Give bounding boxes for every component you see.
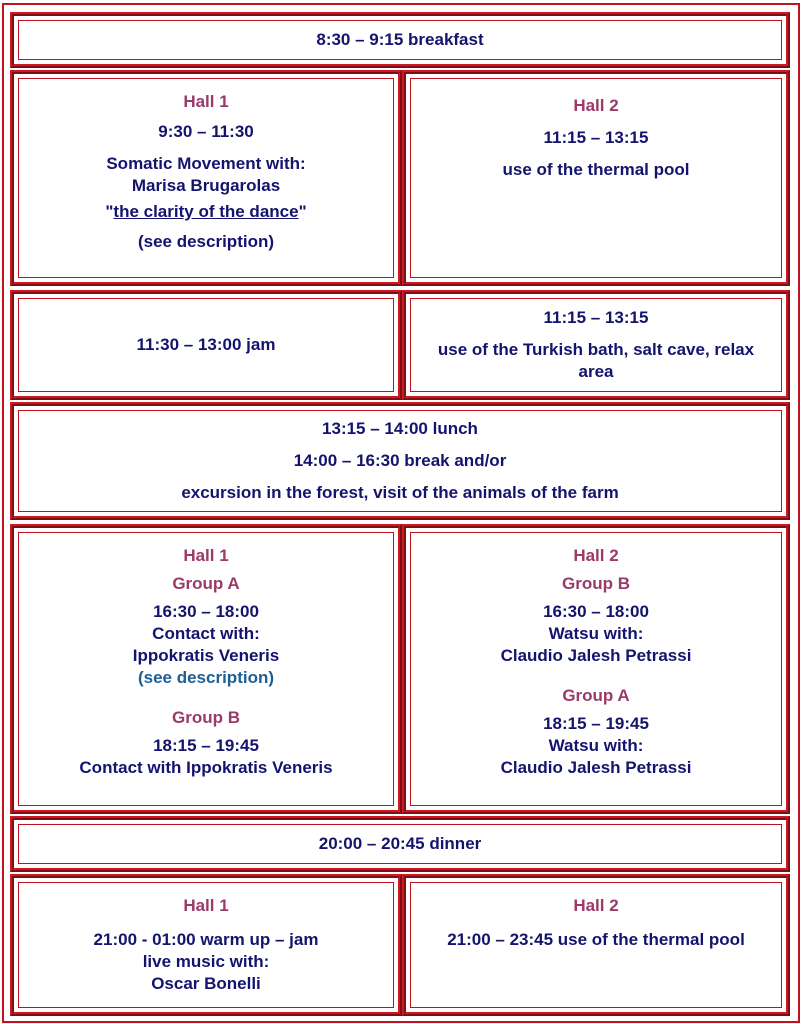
- teacher-name: Marisa Brugarolas: [131, 176, 281, 195]
- hall-label: Hall 2: [573, 96, 619, 115]
- break-text: 14:00 – 16:30 break and/or: [293, 451, 507, 470]
- teacher-name: Ippokratis Veneris: [132, 646, 280, 665]
- dinner-text: 20:00 – 20:45 dinner: [318, 834, 482, 853]
- session-title: Watsu with:: [548, 624, 644, 643]
- session-time-title: 21:00 - 01:00 warm up – jam: [93, 930, 319, 949]
- group-label: Group B: [562, 574, 630, 593]
- hall-label: Hall 1: [183, 92, 229, 111]
- session-activity: use of the Turkish bath, salt cave, relax: [437, 340, 755, 359]
- musician-name: Oscar Bonelli: [151, 974, 261, 993]
- session-time: 11:15 – 13:15: [543, 308, 649, 327]
- description-link[interactable]: (see description): [137, 668, 275, 687]
- lunch-text: 13:15 – 14:00 lunch: [322, 419, 478, 438]
- jam-cell: [10, 290, 402, 400]
- teacher-name: Claudio Jalesh Petrassi: [500, 646, 692, 665]
- session-time: 9:30 – 11:30: [158, 122, 254, 141]
- jam-text: 11:30 – 13:00 jam: [136, 335, 276, 354]
- session-activity: 21:00 – 23:45 use of the thermal pool: [447, 930, 745, 949]
- afternoon-hall2-cell: [402, 524, 790, 814]
- session-title: Contact with Ippokratis Veneris: [79, 758, 333, 777]
- breakfast-cell: [10, 12, 790, 68]
- session-subtitle: live music with:: [142, 952, 270, 971]
- session-title: Somatic Movement with:: [106, 154, 306, 173]
- breakfast-text: 8:30 – 9:15 breakfast: [316, 30, 484, 49]
- session-time: 16:30 – 18:00: [153, 602, 259, 621]
- dinner-cell: [10, 816, 790, 872]
- hall-label: Hall 2: [573, 546, 619, 565]
- teacher-name: Claudio Jalesh Petrassi: [500, 758, 692, 777]
- session-activity-cont: area: [578, 362, 614, 381]
- excursion-text: excursion in the forest, visit of the animals of the farm: [181, 483, 619, 502]
- hall-label: Hall 1: [183, 896, 229, 915]
- session-time: 11:15 – 13:15: [543, 128, 649, 147]
- turkish-bath-cell: [402, 290, 790, 400]
- group-label: Group B: [172, 708, 240, 727]
- session-time: 16:30 – 18:00: [543, 602, 649, 621]
- morning-hall1-cell: [10, 70, 402, 286]
- session-time: 18:15 – 19:45: [153, 736, 259, 755]
- lunch-cell: [10, 402, 790, 520]
- hall-label: Hall 2: [573, 896, 619, 915]
- session-activity: use of the thermal pool: [502, 160, 690, 179]
- hall-label: Hall 1: [183, 546, 229, 565]
- session-time: 18:15 – 19:45: [543, 714, 649, 733]
- evening-hall2-cell: [402, 874, 790, 1016]
- dance-link[interactable]: the clarity of the dance: [113, 202, 299, 221]
- evening-hall1-cell: [10, 874, 402, 1016]
- afternoon-hall1-cell: [10, 524, 402, 814]
- session-title: Contact with:: [152, 624, 260, 643]
- session-title: Watsu with:: [548, 736, 644, 755]
- morning-hall2-cell: [402, 70, 790, 286]
- group-label: Group A: [562, 686, 630, 705]
- description-note: (see description): [137, 232, 275, 251]
- session-quote: "the clarity of the dance": [105, 202, 307, 221]
- group-label: Group A: [172, 574, 240, 593]
